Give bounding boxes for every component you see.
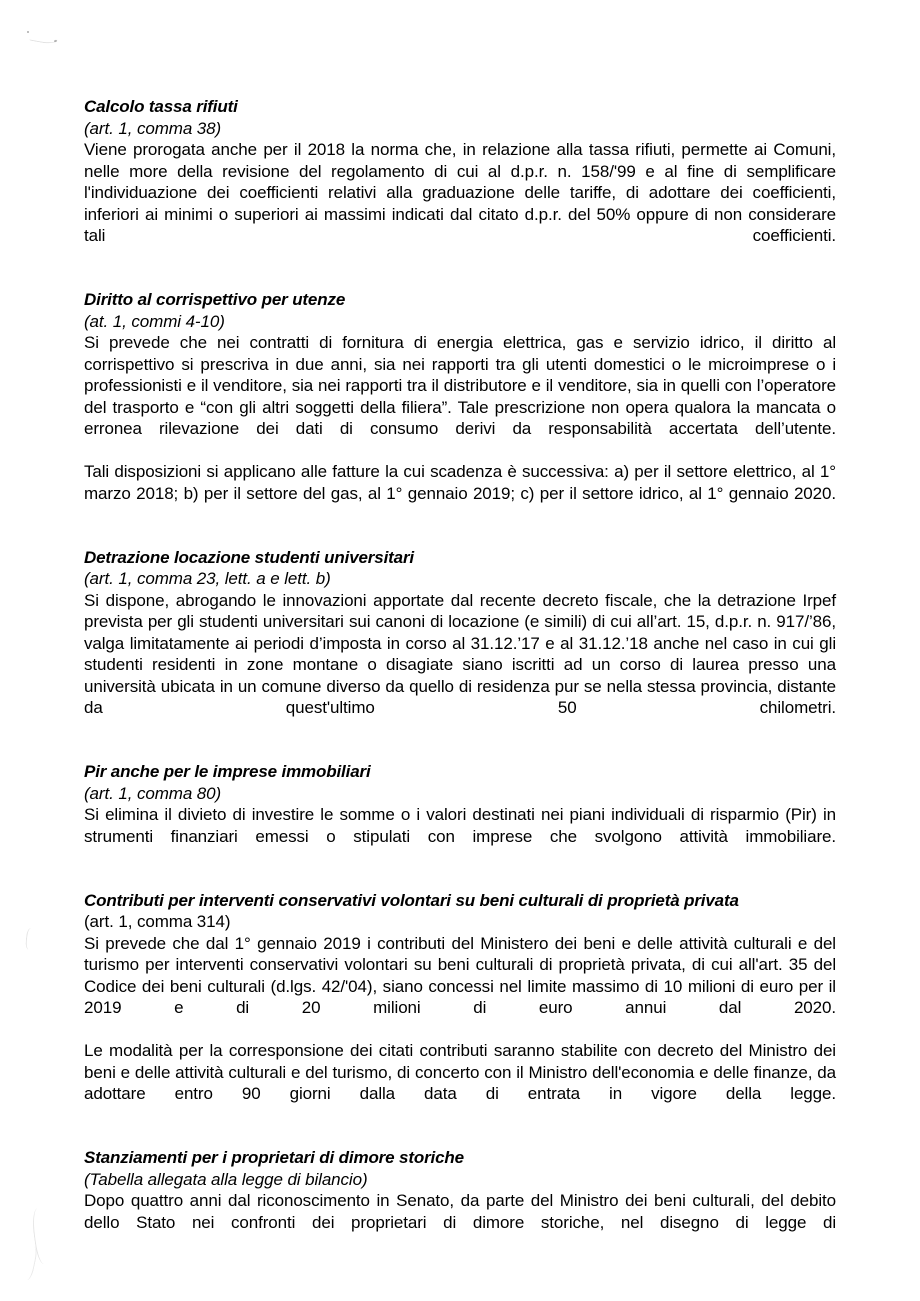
document-section bbox=[84, 289, 836, 526]
document-section bbox=[84, 1147, 836, 1255]
section-paragraph: Dopo quattro anni dal riconoscimento in Senato, da parte del Ministro dei beni culturali, del debito dello Stato nei confronti dei proprietari di dimore storiche, nel disegno di legge di bbox=[84, 1191, 836, 1232]
section-paragraph: Si elimina il divieto di investire le somme o i valori destinati nei piani individuali di risparmio (Pir) in strumenti finanziari emessi o stipulati con imprese che svolgono attività immobiliare. bbox=[84, 805, 836, 846]
section-reference: (Tabella allegata alla legge di bilancio) bbox=[84, 1169, 368, 1189]
section-heading: Detrazione locazione studenti universitari bbox=[84, 547, 414, 567]
section-heading: Contributi per interventi conservativi volontari su beni culturali di proprietà privata bbox=[84, 890, 739, 910]
section-reference: (at. 1, commi 4-10) bbox=[84, 311, 225, 331]
section-heading: Stanziamenti per i proprietari di dimore storiche bbox=[84, 1148, 464, 1167]
scan-artifact-hairline-bottom bbox=[30, 1207, 53, 1265]
scan-artifact-hairline-bottom bbox=[21, 1245, 39, 1281]
section-heading: Diritto al corrispettivo per utenze bbox=[84, 290, 346, 309]
document-body bbox=[84, 96, 836, 1255]
section-paragraph: Si dispone, abrogando le innovazioni apportate dal recente decreto fiscale, che la detrazione Irpef prevista per gli studenti universitari sui canoni di locazione (e simili) di cui all’art. 15, d.p.r. n. 917/’86, valga limitatamente ai periodi d’imposta in corso al 31.12.’17 e al 31.12.’18 anche nel caso in cui gli studenti residenti in zone montane o disagiate siano iscritti ad un corso di laurea presso una università ubicata in un comune diverso da quello di residenza pur se nella stessa provincia, distante da quest'ultimo 50 chilometri. bbox=[84, 590, 836, 717]
document-section bbox=[84, 96, 836, 268]
section-paragraph: Tali disposizioni si applicano alle fatture la cui scadenza è successiva: a) per il settore elettrico, al 1° marzo 2018; b) per il settore del gas, al 1° gennaio 2019; c) per il settore idrico, al 1° gennaio 2020. bbox=[84, 462, 836, 503]
document-section bbox=[84, 547, 836, 741]
section-reference: (art. 1, comma 23, lett. a e lett. b) bbox=[84, 569, 331, 588]
section-paragraph: Si prevede che nei contratti di fornitura di energia elettrica, gas e servizio idrico, il diritto al corrispettivo si prescriva in due anni, sia nei rapporti tra gli utenti domestici o le microimprese o i professionisti e il venditore, sia nei rapporti tra il distributore e il venditore, sia in quelli con l’operatore del trasporto e “con gli altri soggetti della filiera”. Tale prescrizione non opera qualora la mancata o erronea rilevazione dei dati di consumo derivi da responsabilità accertata dell’utente. bbox=[84, 333, 836, 438]
section-reference: (art. 1, comma 38) bbox=[84, 118, 222, 138]
section-heading: Pir anche per le imprese immobiliari bbox=[84, 762, 371, 781]
section-reference: (art. 1, comma 314) bbox=[84, 912, 231, 931]
section-reference: (art. 1, comma 80) bbox=[84, 783, 222, 803]
scan-artifact-speck bbox=[54, 40, 58, 43]
scan-artifact-hairline-middle bbox=[25, 928, 37, 951]
section-paragraph: Viene prorogata anche per il 2018 la norma che, in relazione alla tassa rifiuti, permette ai Comuni, nelle more della revisione del regolamento di cui al d.p.r. n. 158/'99 e al fine di semplificare l'individuazione dei coefficienti relativi alla graduazione delle tariffe, di adottare dei coefficienti, inferiori ai minimi o superiori ai massimi indicati dal citato d.p.r. del 50% oppure di non considerare tali coefficienti. bbox=[84, 140, 836, 245]
section-heading: Calcolo tassa rifiuti bbox=[84, 97, 238, 116]
section-paragraph: Si prevede che dal 1° gennaio 2019 i contributi del Ministero dei beni e delle attività culturali e del turismo per interventi conservativi volontari su beni culturali di proprietà privata, di cui all'art. 35 del Codice dei beni culturali (d.lgs. 42/'04), siano concessi nel limite massimo di 10 milioni di euro per il 2019 e di 20 milioni di euro annui dal 2020. bbox=[84, 933, 836, 1017]
section-paragraph: Le modalità per la corresponsione dei citati contributi saranno stabilite con decreto del Ministro dei beni e delle attività culturali e del turismo, di concerto con il Ministro dell'economia e delle finanze, da adottare entro 90 giorni dalla data di entrata in vigore della legge. bbox=[84, 1041, 836, 1103]
document-section bbox=[84, 890, 836, 1127]
scan-artifact-hairline-top bbox=[29, 31, 58, 46]
scan-artifact-speck bbox=[27, 31, 29, 33]
document-section bbox=[84, 761, 836, 869]
